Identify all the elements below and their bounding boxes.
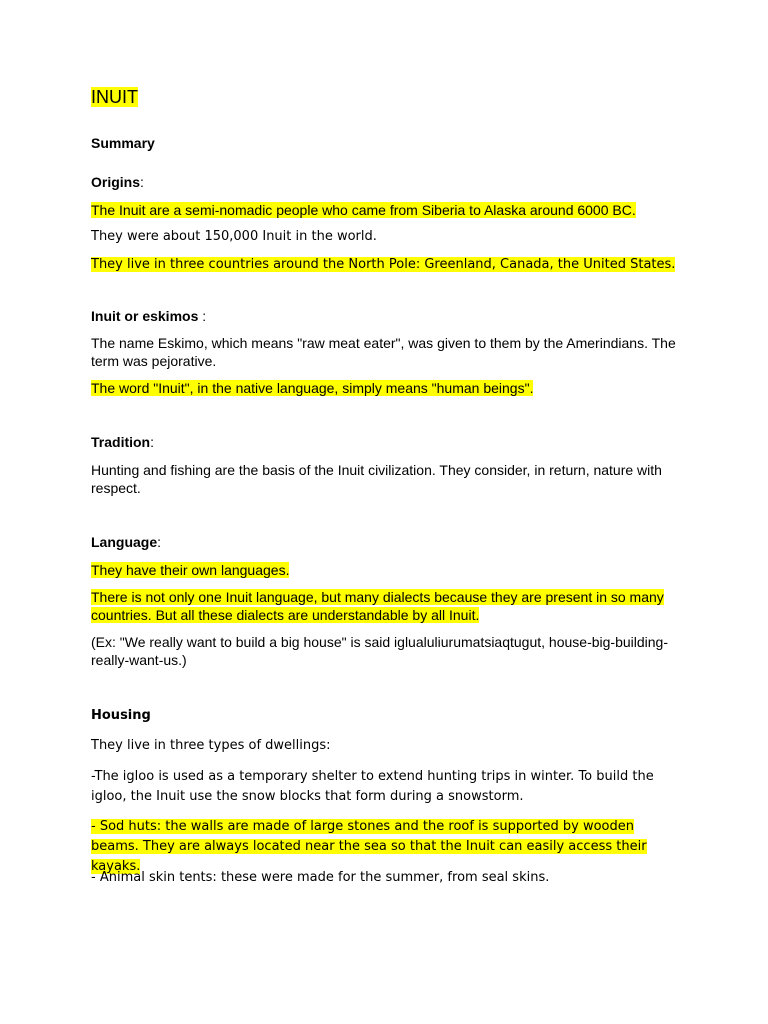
housing-paragraph-1: They live in three types of dwellings:: [91, 738, 331, 753]
language-paragraph-3: (Ex: "We really want to build a big house" is said iglualuliurumatsiaqtugut, house-big-building-really-want-us.): [91, 634, 668, 668]
tradition-heading: Tradition:: [91, 434, 155, 450]
language-paragraph-2: There is not only one Inuit language, but many dialects because they are present in so many countries. But all these dialects are understandable by all Inuit.: [91, 589, 664, 623]
origins-paragraph-3: They live in three countries around the North Pole: Greenland, Canada, the United States.: [91, 257, 676, 272]
inuit-or-eskimos-paragraph-1: The name Eskimo, which means "raw meat eater", was given to them by the Amerindians. The term was pejorative.: [91, 335, 676, 369]
housing-paragraph-2: -The igloo is used as a temporary shelter to extend hunting trips in winter. To build the igloo, the Inuit use the snow blocks that form during a snowstorm.: [91, 769, 654, 804]
origins-heading: Origins:: [91, 174, 144, 190]
origins-paragraph-1: The Inuit are a semi-nomadic people who came from Siberia to Alaska around 6000 BC.: [91, 202, 636, 218]
summary-heading: Summary: [91, 135, 155, 151]
housing-heading: Housing: [91, 708, 151, 723]
document-title: INUIT: [91, 87, 138, 107]
origins-paragraph-2: They were about 150,000 Inuit in the world.: [91, 229, 377, 244]
housing-paragraph-4: - Animal skin tents: these were made for the summer, from seal skins.: [91, 870, 550, 885]
housing-paragraph-3: - Sod huts: the walls are made of large stones and the roof is supported by wooden beams. They are always located near the sea so that the Inuit can easily access their kayaks.: [91, 819, 647, 874]
language-paragraph-1: They have their own languages.: [91, 562, 290, 578]
tradition-paragraph-1: Hunting and fishing are the basis of the Inuit civilization. They consider, in return, nature with respect.: [91, 462, 662, 496]
language-heading: Language:: [91, 534, 162, 550]
inuit-or-eskimos-paragraph-2: The word "Inuit", in the native language, simply means "human beings".: [91, 380, 534, 396]
inuit-or-eskimos-heading: Inuit or eskimos :: [91, 308, 207, 324]
